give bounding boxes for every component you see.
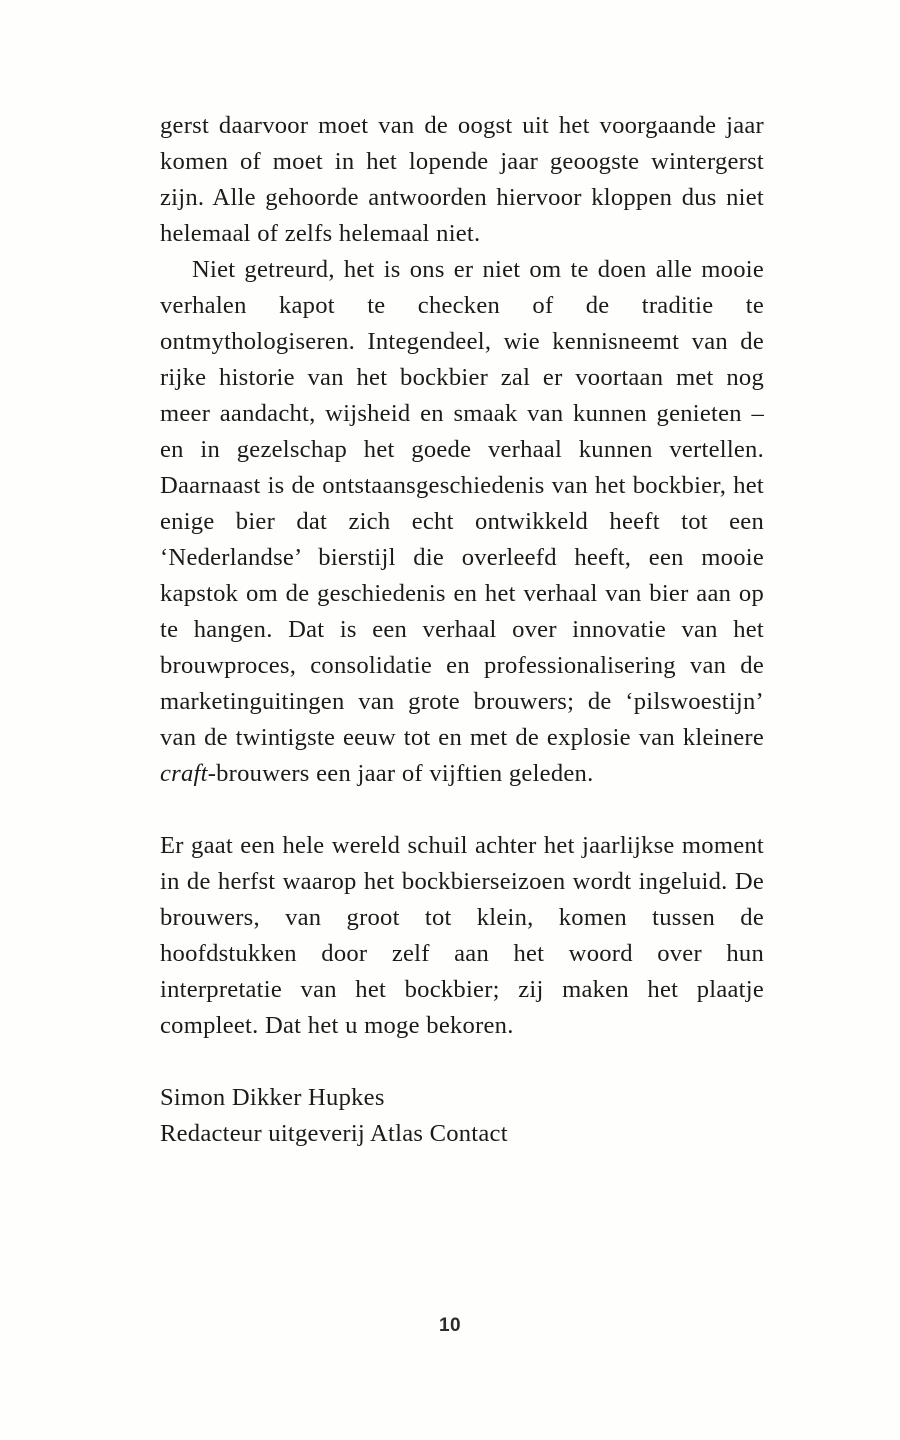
- page-number: 10: [439, 1315, 461, 1336]
- paragraph-3: Er gaat een hele wereld schuil achter het jaarlijkse moment in de herfst waarop het bockbierseizoen wordt ingeluid. De brouwers, van groot tot klein, komen tussen de hoofdstukken door zelf aan het woord over hun interpretatie van het bockbier; zij maken het plaatje compleet. Dat het u moge bekoren.: [160, 832, 764, 1039]
- paragraph-2-text-after-italic: -brouwers een jaar of vijftien geleden.: [207, 760, 594, 787]
- signature-role: Redacteur uitgeverij Atlas Contact: [160, 1120, 508, 1147]
- page-text-block: [160, 108, 764, 1152]
- signature-name: Simon Dikker Hupkes: [160, 1084, 385, 1111]
- signature-block: [160, 1080, 764, 1152]
- paragraph-1: gerst daarvoor moet van de oogst uit het voorgaande jaar komen of moet in het lopende jaar geoogste wintergerst zijn. Alle gehoorde antwoorden hiervoor kloppen dus niet helemaal of zelfs helemaal niet.: [160, 112, 764, 247]
- paragraph-2-text-before-italic: Niet getreurd, het is ons er niet om te doen alle mooie verhalen kapot te checken of de traditie te ontmythologiseren. Integendeel, wie kennisneemt van de rijke historie van het bockbier zal er voortaan met nog meer aandacht, wijsheid en smaak van kunnen genieten – en in gezelschap het goede verhaal kunnen vertellen. Daarnaast is de ontstaansgeschiedenis van het bockbier, het enige bier dat zich echt ontwikkeld heeft tot een ‘Nederlandse’ bierstijl die overleefd heeft, een mooie kapstok om de geschiedenis en het verhaal van bier aan op te hangen. Dat is een verhaal over innovatie van het brouwproces, consolidatie en professionalisering van de marketinguitingen van grote brouwers; de ‘pilswoestijn’ van de twintigste eeuw tot en met de explosie van kleinere: [160, 256, 764, 751]
- paragraph-2-italic-word: craft: [160, 760, 208, 787]
- paragraph-2: [160, 252, 764, 792]
